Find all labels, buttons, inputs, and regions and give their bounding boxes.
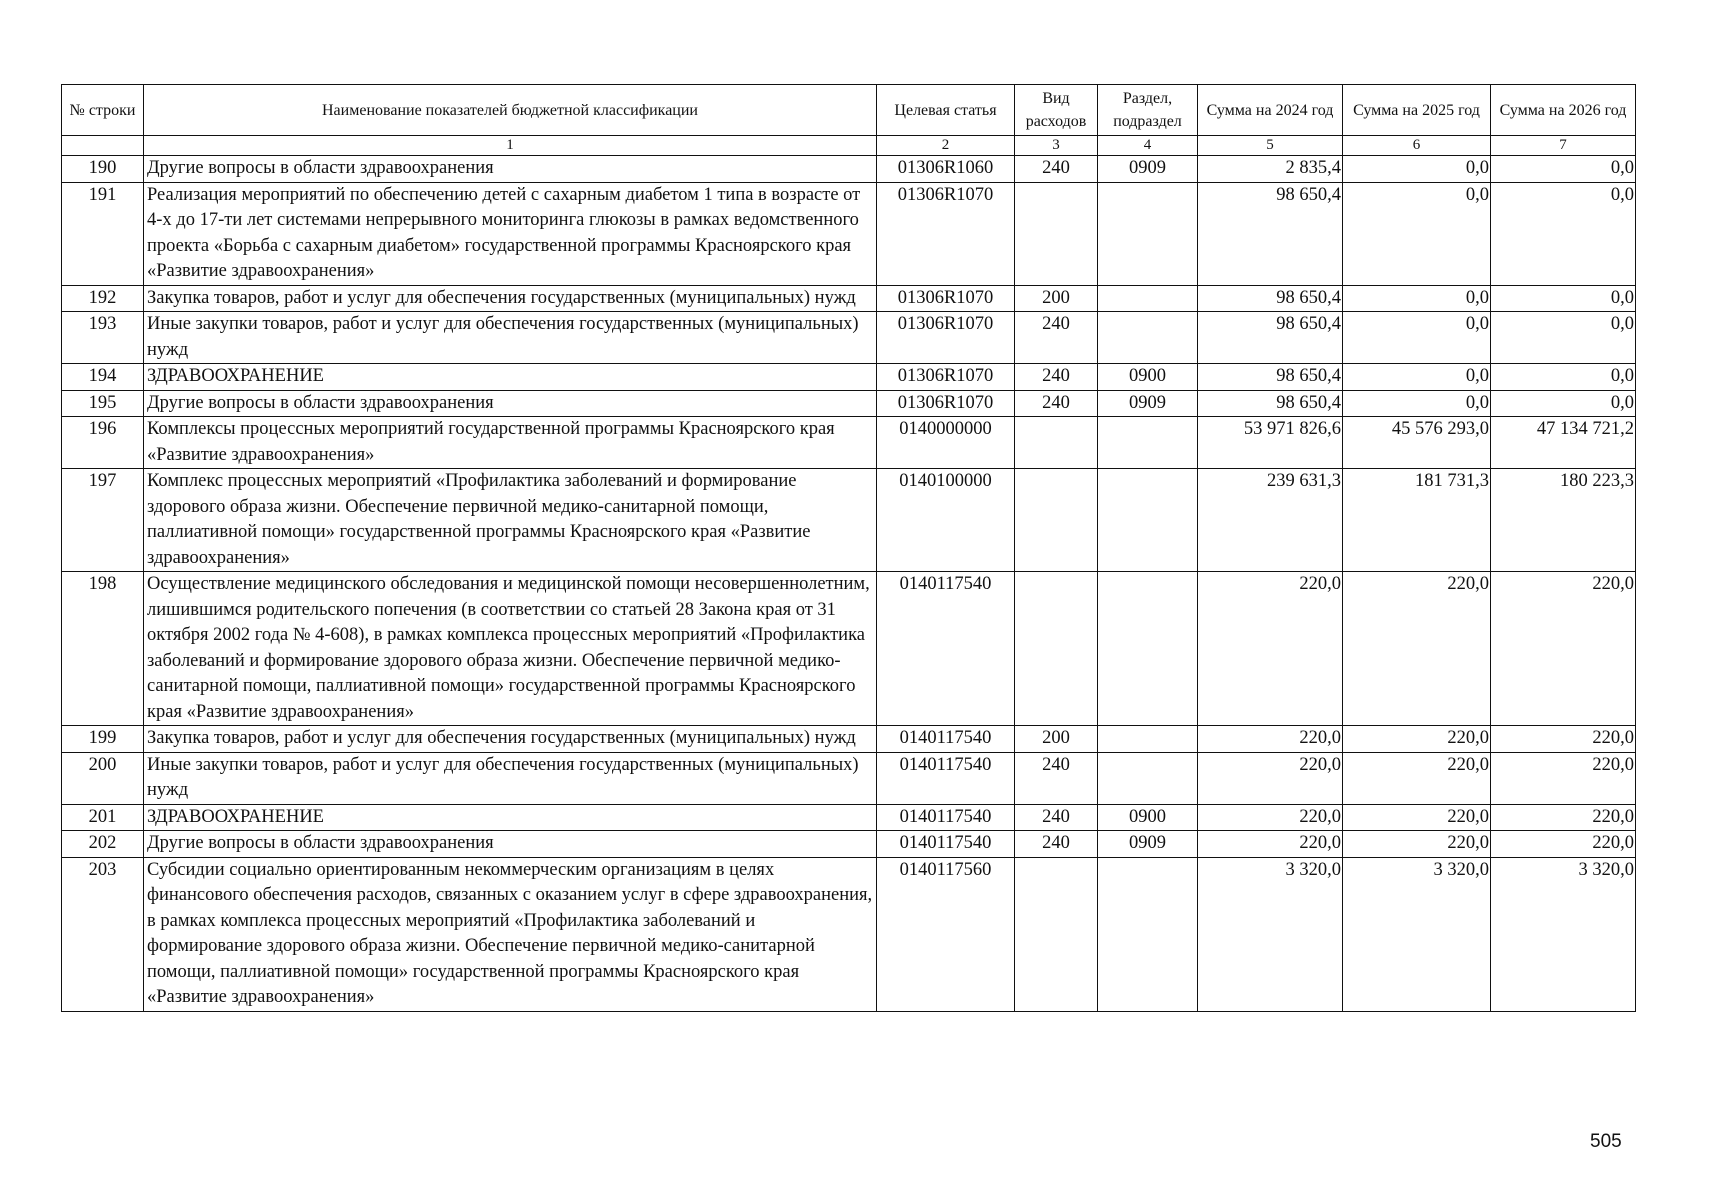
header-sum-2025: Сумма на 2025 год xyxy=(1343,85,1491,136)
sum-2026: 220,0 xyxy=(1491,831,1636,858)
sum-2024: 220,0 xyxy=(1198,572,1343,726)
target-article: 0140117540 xyxy=(877,572,1015,726)
expense-type xyxy=(1015,469,1098,572)
sum-2024: 98 650,4 xyxy=(1198,182,1343,285)
sum-2024: 220,0 xyxy=(1198,831,1343,858)
sum-2024: 220,0 xyxy=(1198,726,1343,753)
row-number: 192 xyxy=(62,285,144,312)
sum-2026: 47 134 721,2 xyxy=(1491,417,1636,469)
section-code: 0909 xyxy=(1098,831,1198,858)
row-number: 193 xyxy=(62,312,144,364)
table-row xyxy=(62,364,1636,391)
expense-type: 240 xyxy=(1015,752,1098,804)
sum-2025: 0,0 xyxy=(1343,285,1491,312)
target-article: 0140117540 xyxy=(877,831,1015,858)
sum-2024: 220,0 xyxy=(1198,804,1343,831)
sum-2026: 220,0 xyxy=(1491,752,1636,804)
sum-2024: 98 650,4 xyxy=(1198,312,1343,364)
expense-type: 240 xyxy=(1015,804,1098,831)
expense-type: 240 xyxy=(1015,312,1098,364)
row-number: 196 xyxy=(62,417,144,469)
indicator-name: Осуществление медицинского обследования и медицинской помощи несовершеннолетним, лишившимся родительского попечения (в соответствии со статьей 28 Закона края от 31 октября 2002 года № 4-608), в рамках комплекса процессных мероприятий «Профилактика заболеваний и формирование здорового образа жизни. Обеспечение первичной медико-санитарной помощи, паллиативной помощи» государственной программы Красноярского края «Развитие здравоохранения» xyxy=(144,572,877,726)
header-sum-2024: Сумма на 2024 год xyxy=(1198,85,1343,136)
sum-2026: 220,0 xyxy=(1491,804,1636,831)
indicator-name: Другие вопросы в области здравоохранения xyxy=(144,390,877,417)
table-header-row xyxy=(62,85,1636,136)
sum-2026: 0,0 xyxy=(1491,390,1636,417)
target-article: 01306R1070 xyxy=(877,364,1015,391)
target-article: 01306R1070 xyxy=(877,390,1015,417)
section-code xyxy=(1098,417,1198,469)
sum-2024: 98 650,4 xyxy=(1198,364,1343,391)
target-article: 0140117540 xyxy=(877,752,1015,804)
target-article: 0140000000 xyxy=(877,417,1015,469)
table-row xyxy=(62,831,1636,858)
section-code xyxy=(1098,857,1198,1011)
expense-type: 240 xyxy=(1015,156,1098,183)
sum-2026: 0,0 xyxy=(1491,182,1636,285)
table-row xyxy=(62,312,1636,364)
expense-type: 240 xyxy=(1015,390,1098,417)
sum-2025: 0,0 xyxy=(1343,364,1491,391)
header-indicator-name: Наименование показателей бюджетной классификации xyxy=(144,85,877,136)
expense-type xyxy=(1015,572,1098,726)
header-section: Раздел, подраздел xyxy=(1098,85,1198,136)
row-number: 197 xyxy=(62,469,144,572)
section-code xyxy=(1098,285,1198,312)
table-row xyxy=(62,469,1636,572)
table-row xyxy=(62,857,1636,1011)
sum-2024: 98 650,4 xyxy=(1198,390,1343,417)
column-number: 7 xyxy=(1491,136,1636,156)
section-code xyxy=(1098,182,1198,285)
section-code: 0909 xyxy=(1098,156,1198,183)
row-number: 202 xyxy=(62,831,144,858)
indicator-name: Другие вопросы в области здравоохранения xyxy=(144,156,877,183)
expense-type: 200 xyxy=(1015,285,1098,312)
table-row xyxy=(62,156,1636,183)
sum-2024: 98 650,4 xyxy=(1198,285,1343,312)
sum-2026: 220,0 xyxy=(1491,726,1636,753)
page-number: 505 xyxy=(1590,1131,1622,1152)
document-page xyxy=(61,84,1635,1012)
sum-2025: 220,0 xyxy=(1343,831,1491,858)
column-number: 5 xyxy=(1198,136,1343,156)
sum-2025: 0,0 xyxy=(1343,156,1491,183)
target-article: 01306R1070 xyxy=(877,285,1015,312)
column-number: 4 xyxy=(1098,136,1198,156)
section-code xyxy=(1098,752,1198,804)
table-row xyxy=(62,726,1636,753)
section-code xyxy=(1098,469,1198,572)
expense-type: 240 xyxy=(1015,364,1098,391)
indicator-name: Закупка товаров, работ и услуг для обеспечения государственных (муниципальных) нужд xyxy=(144,285,877,312)
table-row xyxy=(62,752,1636,804)
section-code: 0909 xyxy=(1098,390,1198,417)
sum-2026: 0,0 xyxy=(1491,156,1636,183)
sum-2025: 0,0 xyxy=(1343,182,1491,285)
row-number: 190 xyxy=(62,156,144,183)
sum-2025: 220,0 xyxy=(1343,572,1491,726)
table-row xyxy=(62,390,1636,417)
row-number: 198 xyxy=(62,572,144,726)
column-number: 3 xyxy=(1015,136,1098,156)
indicator-name: ЗДРАВООХРАНЕНИЕ xyxy=(144,804,877,831)
sum-2025: 0,0 xyxy=(1343,390,1491,417)
row-number: 200 xyxy=(62,752,144,804)
sum-2025: 220,0 xyxy=(1343,726,1491,753)
sum-2025: 220,0 xyxy=(1343,752,1491,804)
row-number: 199 xyxy=(62,726,144,753)
target-article: 0140117540 xyxy=(877,726,1015,753)
sum-2026: 180 223,3 xyxy=(1491,469,1636,572)
row-number: 203 xyxy=(62,857,144,1011)
sum-2024: 3 320,0 xyxy=(1198,857,1343,1011)
sum-2024: 220,0 xyxy=(1198,752,1343,804)
indicator-name: Иные закупки товаров, работ и услуг для обеспечения государственных (муниципальных) нужд xyxy=(144,312,877,364)
indicator-name: Комплекс процессных мероприятий «Профилактика заболеваний и формирование здорового образа жизни. Обеспечение первичной медико-санитарной помощи, паллиативной помощи» государственной программы Красноярского края «Развитие здравоохранения» xyxy=(144,469,877,572)
sum-2025: 0,0 xyxy=(1343,312,1491,364)
indicator-name: Субсидии социально ориентированным некоммерческим организациям в целях финансового обеспечения расходов, связанных с оказанием услуг в сфере здравоохранения, в рамках комплекса процессных мероприятий «Профилактика заболеваний и формирование здорового образа жизни. Обеспечение первичной медико-санитарной помощи, паллиативной помощи» государственной программы Красноярского края «Развитие здравоохранения» xyxy=(144,857,877,1011)
budget-table xyxy=(61,84,1636,1012)
sum-2026: 3 320,0 xyxy=(1491,857,1636,1011)
row-number: 191 xyxy=(62,182,144,285)
target-article: 01306R1060 xyxy=(877,156,1015,183)
table-row xyxy=(62,182,1636,285)
indicator-name: Иные закупки товаров, работ и услуг для обеспечения государственных (муниципальных) нужд xyxy=(144,752,877,804)
expense-type xyxy=(1015,417,1098,469)
header-expense-type: Вид расходов xyxy=(1015,85,1098,136)
section-code: 0900 xyxy=(1098,804,1198,831)
target-article: 0140117560 xyxy=(877,857,1015,1011)
expense-type xyxy=(1015,182,1098,285)
table-body xyxy=(62,156,1636,1012)
row-number: 194 xyxy=(62,364,144,391)
sum-2025: 3 320,0 xyxy=(1343,857,1491,1011)
column-numbers-row xyxy=(62,136,1636,156)
expense-type xyxy=(1015,857,1098,1011)
row-number: 195 xyxy=(62,390,144,417)
expense-type: 240 xyxy=(1015,831,1098,858)
sum-2024: 2 835,4 xyxy=(1198,156,1343,183)
table-row xyxy=(62,572,1636,726)
section-code xyxy=(1098,312,1198,364)
target-article: 0140117540 xyxy=(877,804,1015,831)
target-article: 01306R1070 xyxy=(877,312,1015,364)
target-article: 0140100000 xyxy=(877,469,1015,572)
sum-2025: 45 576 293,0 xyxy=(1343,417,1491,469)
section-code xyxy=(1098,572,1198,726)
header-target-article: Целевая статья xyxy=(877,85,1015,136)
sum-2026: 220,0 xyxy=(1491,572,1636,726)
sum-2026: 0,0 xyxy=(1491,364,1636,391)
indicator-name: Другие вопросы в области здравоохранения xyxy=(144,831,877,858)
column-number: 2 xyxy=(877,136,1015,156)
sum-2024: 53 971 826,6 xyxy=(1198,417,1343,469)
column-number-blank xyxy=(62,136,144,156)
table-row xyxy=(62,285,1636,312)
sum-2024: 239 631,3 xyxy=(1198,469,1343,572)
row-number: 201 xyxy=(62,804,144,831)
table-row xyxy=(62,804,1636,831)
column-number: 6 xyxy=(1343,136,1491,156)
indicator-name: Реализация мероприятий по обеспечению детей с сахарным диабетом 1 типа в возрасте от 4-х до 17-ти лет системами непрерывного мониторинга глюкозы в рамках ведомственного проекта «Борьба с сахарным диабетом» государственной программы Красноярского края «Развитие здравоохранения» xyxy=(144,182,877,285)
header-row-number: № строки xyxy=(62,85,144,136)
sum-2026: 0,0 xyxy=(1491,285,1636,312)
expense-type: 200 xyxy=(1015,726,1098,753)
indicator-name: Закупка товаров, работ и услуг для обеспечения государственных (муниципальных) нужд xyxy=(144,726,877,753)
section-code: 0900 xyxy=(1098,364,1198,391)
section-code xyxy=(1098,726,1198,753)
indicator-name: Комплексы процессных мероприятий государственной программы Красноярского края «Развитие здравоохранения» xyxy=(144,417,877,469)
target-article: 01306R1070 xyxy=(877,182,1015,285)
indicator-name: ЗДРАВООХРАНЕНИЕ xyxy=(144,364,877,391)
column-number: 1 xyxy=(144,136,877,156)
sum-2025: 220,0 xyxy=(1343,804,1491,831)
sum-2026: 0,0 xyxy=(1491,312,1636,364)
table-row xyxy=(62,417,1636,469)
header-sum-2026: Сумма на 2026 год xyxy=(1491,85,1636,136)
sum-2025: 181 731,3 xyxy=(1343,469,1491,572)
